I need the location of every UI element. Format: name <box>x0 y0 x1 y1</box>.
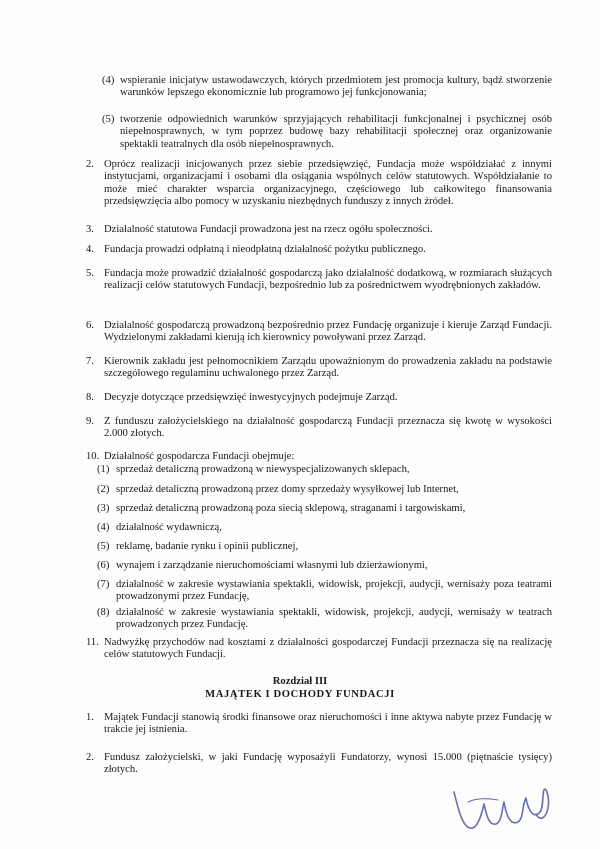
paragraph: Majątek Fundacji stanowią środki finansowe oraz nieruchomości i inne aktywa nabyte przez Fundację w trakcie jej istnienia. <box>104 712 552 736</box>
signature <box>448 768 558 838</box>
paragraph: reklamę, badanie rynku i opinii publicznej, <box>116 541 299 552</box>
item-number: 1. <box>86 712 94 723</box>
paragraph: sprzedaż detaliczną prowadzoną w niewyspecjalizowanych sklepach, <box>116 464 410 475</box>
paragraph: sprzedaż detaliczną prowadzoną przez domy sprzedaży wysyłkowej lub Internet, <box>116 484 459 495</box>
paragraph: tworzenie odpowiednich warunków sprzyjających rehabilitacji funkcjonalnej i psychicznej osób niepełnosprawnych, w tym poprzez budowę bazy rehabilitacji społecznej oraz organizowanie spektakli teatralnych dla osób niepełnosprawnych. <box>120 114 552 150</box>
paragraph: Oprócz realizacji inicjowanych przez siebie przedsięwzięć, Fundacja może współdziałać z innymi instytucjami, organizacjami i osobami dla osiągania wspólnych celów statutowych. Współdziałanie to może mieć charakter wsparcia organizacyjnego, częściowego lub całkowitego finansowania przedsięwzięcia albo pomocy w uzyskaniu niezbędnych funduszy z innych źródeł. <box>104 159 552 208</box>
item-number: (5) <box>102 114 115 125</box>
item-number: 5. <box>86 268 94 279</box>
paragraph: Fundacja może prowadzić działalność gospodarczą jako działalność dodatkową, w rozmiarach służących realizacji celów statutowych Fundacji, bezpośrednio lub za pośrednictwem wyodrębnionych zakładów. <box>104 268 552 292</box>
item-number: 7. <box>86 356 94 367</box>
item-number: 10. <box>86 451 100 462</box>
item-number: 2. <box>86 159 94 170</box>
paragraph: Działalność statutowa Fundacji prowadzona jest na rzecz ogółu społeczności. <box>104 224 433 235</box>
paragraph: działalność w zakresie wystawiania spektakli, widowisk, projekcji, audycji, wernisaży w teatrach prowadzonych przez Fundację. <box>116 607 552 631</box>
paragraph: działalność w zakresie wystawiania spektakli, widowisk, projekcji, audycji, wernisaży poza teatrami prowadzonymi przez Fundację, <box>116 579 552 603</box>
item-number: 8. <box>86 392 94 403</box>
paragraph: Fundusz założycielski, w jaki Fundację wyposażyli Fundatorzy, wynosi 15.000 (piętnaście tysięcy) złotych. <box>104 752 552 776</box>
item-number: 11. <box>86 637 99 648</box>
paragraph: wynajem i zarządzanie nieruchomościami własnymi lub dzierżawionymi, <box>116 560 428 571</box>
paragraph: Z funduszu założycielskiego na działalność gospodarczą Fundacji przeznacza się kwotę w wysokości 2.000 złotych. <box>104 416 552 440</box>
item-number: (7) <box>97 579 110 590</box>
item-number: (5) <box>97 541 110 552</box>
chapter-title: MAJĄTEK I DOCHODY FUNDACJI <box>205 688 395 700</box>
item-number: (4) <box>97 522 110 533</box>
paragraph: wspieranie inicjatyw ustawodawczych, których przedmiotem jest promocja kultury, bądź stworzenie warunków lepszego ekonomicznie lub programowo jej funkcjonowania; <box>120 75 552 99</box>
item-number: (1) <box>97 464 110 475</box>
item-number: 6. <box>86 320 94 331</box>
paragraph: Nadwyżkę przychodów nad kosztami z działalności gospodarczej Fundacji przeznacza się na realizację celów statutowych Fundacji. <box>104 637 552 661</box>
paragraph: sprzedaż detaliczną prowadzoną poza siecią sklepową, straganami i targowiskami, <box>116 503 466 514</box>
paragraph: Fundacja prowadzi odpłatną i nieodpłatną działalność pożytku publicznego. <box>104 244 426 255</box>
paragraph: Decyzje dotyczące przedsięwzięć inwestycyjnych podejmuje Zarząd. <box>104 392 398 403</box>
item-number: 3. <box>86 224 94 235</box>
item-number: 9. <box>86 416 94 427</box>
item-number: (2) <box>97 484 110 495</box>
paragraph: Kierownik zakładu jest pełnomocnikiem Zarządu upoważnionym do prowadzenia zakładu na podstawie szczegółowego regulaminu uchwalonego przez Zarząd. <box>104 356 552 380</box>
item-number: 4. <box>86 244 94 255</box>
paragraph: działalność wydawniczą, <box>116 522 222 533</box>
chapter-heading <box>0 676 600 701</box>
paragraph: Działalność gospodarczą prowadzoną bezpośrednio przez Fundację organizuje i kieruje Zarząd Fundacji. Wydzielonymi zakładami kierują ich kierownicy powoływani przez Zarząd. <box>104 320 552 344</box>
paragraph: Działalność gospodarcza Fundacji obejmuje: <box>104 451 295 462</box>
item-number: (6) <box>97 560 110 571</box>
item-number: 2. <box>86 752 94 763</box>
item-number: (3) <box>97 503 110 514</box>
chapter-label: Rozdział III <box>272 676 328 687</box>
item-number: (4) <box>102 75 115 86</box>
item-number: (8) <box>97 607 110 618</box>
